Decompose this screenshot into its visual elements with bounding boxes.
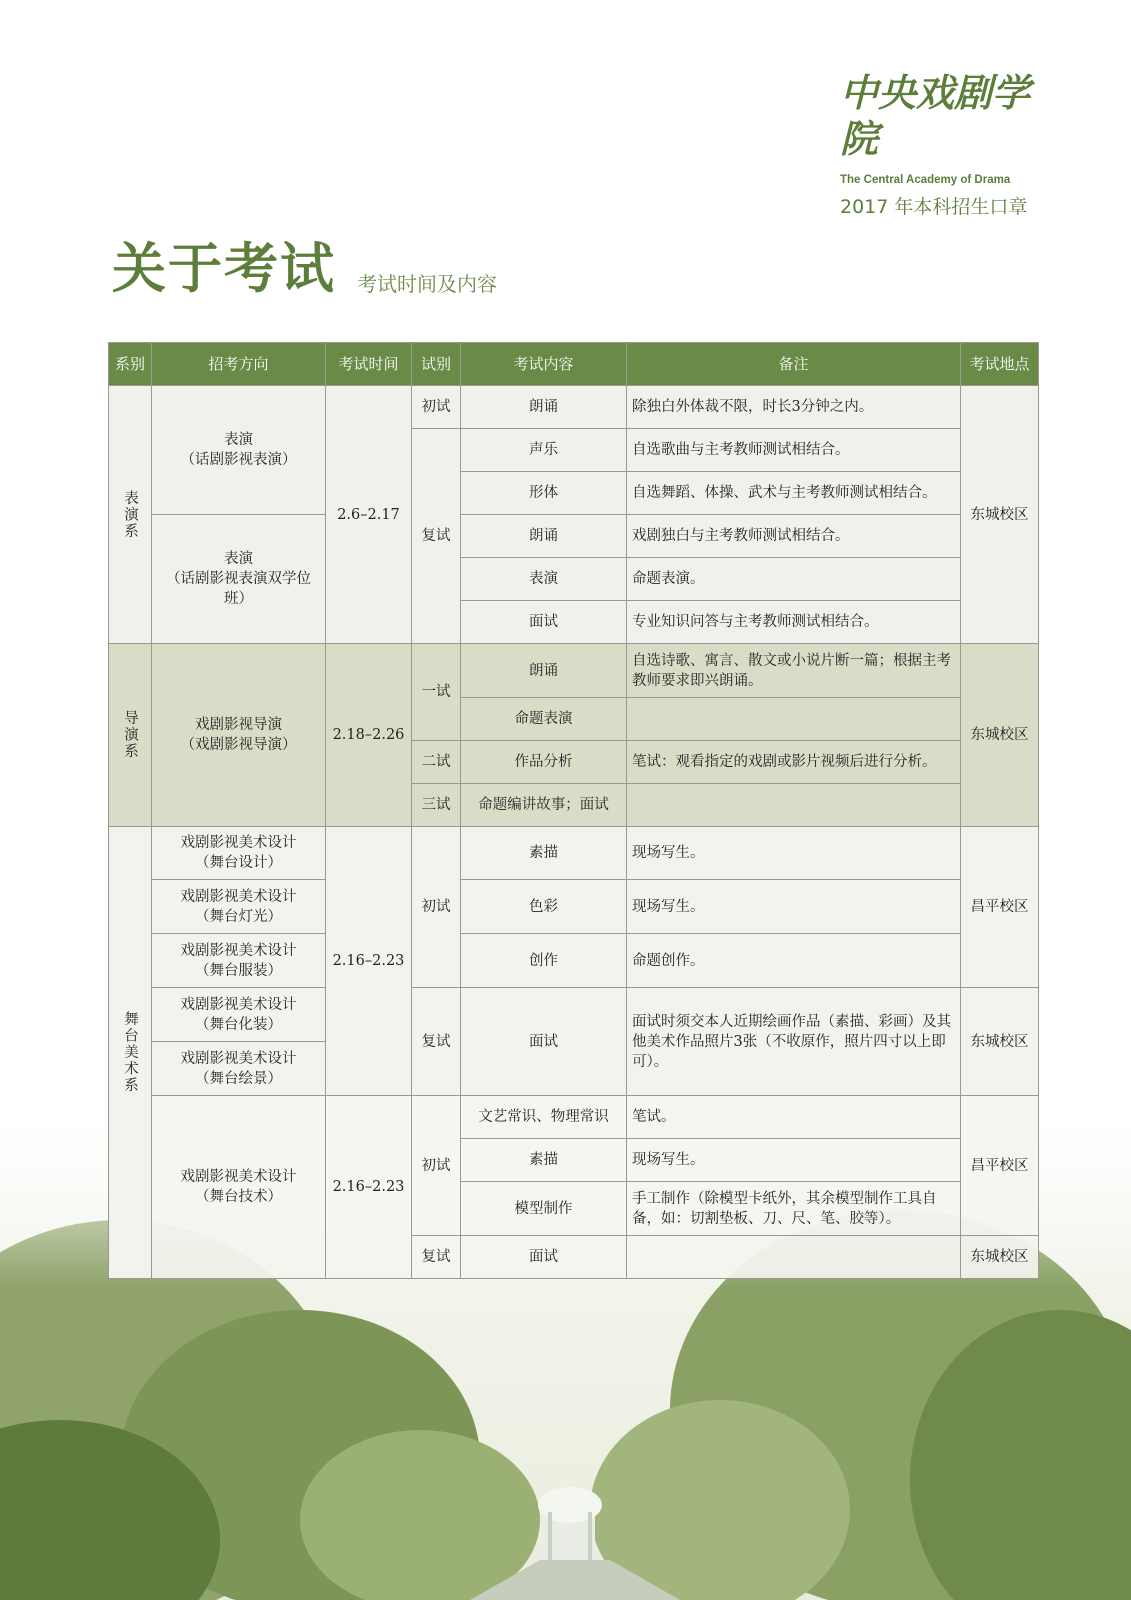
- note-cell: 专业知识问答与主考教师测试相结合。: [627, 601, 961, 644]
- note-cell: 笔试：观看指定的戏剧或影片视频后进行分析。: [627, 741, 961, 784]
- content-cell: 形体: [461, 472, 627, 515]
- location-cell: 东城校区: [961, 988, 1039, 1096]
- location-cell: 东城校区: [961, 1236, 1039, 1279]
- table-row: [109, 827, 1039, 880]
- content-cell: 声乐: [461, 429, 627, 472]
- logo-chinese-name: 中央戏剧学院: [840, 70, 1031, 161]
- note-cell: 现场写生。: [627, 1139, 961, 1182]
- direction-cell: 戏剧影视导演 （戏剧影视导演）: [152, 644, 326, 827]
- note-cell: 戏剧独白与主考教师测试相结合。: [627, 515, 961, 558]
- table-header-row: [109, 343, 1039, 386]
- page-subtitle: 考试时间及内容: [357, 272, 497, 296]
- note-cell: 面试时须交本人近期绘画作品（素描、彩画）及其他美术作品照片3张（不收原作，照片四寸以上即可）。: [627, 988, 961, 1096]
- header-note: 备注: [627, 343, 961, 386]
- table-row: [109, 644, 1039, 698]
- direction-cell: 戏剧影视美术设计 （舞台化装）: [152, 988, 326, 1042]
- dept-cell: 舞台美术系: [122, 1011, 138, 1094]
- round-cell: 初试: [412, 827, 461, 988]
- direction-cell: 表演 （话剧影视表演）: [152, 386, 326, 515]
- table-row: [109, 934, 1039, 988]
- location-cell: 东城校区: [961, 644, 1039, 827]
- logo-english-name: The Central Academy of Drama: [840, 174, 1011, 186]
- note-cell: 现场写生。: [627, 827, 961, 880]
- time-cell: 2.6–2.17: [326, 386, 412, 644]
- content-cell: 素描: [461, 827, 627, 880]
- note-cell: 自选歌曲与主考教师测试相结合。: [627, 429, 961, 472]
- direction-cell: 戏剧影视美术设计 （舞台服装）: [152, 934, 326, 988]
- dept-cell: 导演系: [122, 710, 138, 760]
- round-cell: 一试: [412, 644, 461, 741]
- academy-logo: [840, 70, 1040, 219]
- time-cell: 2.16–2.23: [326, 827, 412, 1096]
- note-cell: [627, 784, 961, 827]
- content-cell: 面试: [461, 601, 627, 644]
- direction-cell: 戏剧影视美术设计 （舞台技术）: [152, 1096, 326, 1279]
- exam-schedule-table: [108, 342, 1039, 1279]
- content-cell: 命题编讲故事；面试: [461, 784, 627, 827]
- content-cell: 朗诵: [461, 515, 627, 558]
- round-cell: 初试: [412, 1096, 461, 1236]
- table-row: [109, 1096, 1039, 1139]
- content-cell: 面试: [461, 988, 627, 1096]
- note-cell: 除独白外体裁不限，时长3分钟之内。: [627, 386, 961, 429]
- header-direction: 招考方向: [152, 343, 326, 386]
- note-cell: 自选诗歌、寓言、散文或小说片断一篇；根据主考教师要求即兴朗诵。: [627, 644, 961, 698]
- header-content: 考试内容: [461, 343, 627, 386]
- dept-cell: 表演系: [122, 489, 138, 540]
- direction-cell: 戏剧影视美术设计 （舞台设计）: [152, 827, 326, 880]
- note-cell: 自选舞蹈、体操、武术与主考教师测试相结合。: [627, 472, 961, 515]
- content-cell: 命题表演: [461, 698, 627, 741]
- header-round: 试别: [412, 343, 461, 386]
- round-cell: 复试: [412, 988, 461, 1096]
- direction-cell: 戏剧影视美术设计 （舞台灯光）: [152, 880, 326, 934]
- location-cell: 东城校区: [961, 386, 1039, 644]
- note-cell: 命题创作。: [627, 934, 961, 988]
- content-cell: 朗诵: [461, 644, 627, 698]
- content-cell: 面试: [461, 1236, 627, 1279]
- header-dept: 系别: [109, 343, 152, 386]
- round-cell: 初试: [412, 386, 461, 429]
- time-cell: 2.16–2.23: [326, 1096, 412, 1279]
- table-row: [109, 988, 1039, 1042]
- round-cell: 二试: [412, 741, 461, 784]
- round-cell: 复试: [412, 1236, 461, 1279]
- note-cell: 笔试。: [627, 1096, 961, 1139]
- content-cell: 模型制作: [461, 1182, 627, 1236]
- time-cell: 2.18–2.26: [326, 644, 412, 827]
- location-cell: 昌平校区: [961, 827, 1039, 988]
- page-title: 关于考试: [112, 236, 336, 300]
- brochure-year-line: 2017 年本科招生口章: [840, 196, 1028, 218]
- content-cell: 文艺常识、物理常识: [461, 1096, 627, 1139]
- content-cell: 朗诵: [461, 386, 627, 429]
- content-cell: 作品分析: [461, 741, 627, 784]
- table-row: [109, 880, 1039, 934]
- direction-cell: 表演 （话剧影视表演双学位班）: [152, 515, 326, 644]
- table-row: [109, 386, 1039, 429]
- header-location: 考试地点: [961, 343, 1039, 386]
- table-row: [109, 515, 1039, 558]
- content-cell: 创作: [461, 934, 627, 988]
- note-cell: [627, 1236, 961, 1279]
- round-cell: 三试: [412, 784, 461, 827]
- content-cell: 表演: [461, 558, 627, 601]
- note-cell: 手工制作（除模型卡纸外，其余模型制作工具自备，如：切割垫板、刀、尺、笔、胶等）。: [627, 1182, 961, 1236]
- header-time: 考试时间: [326, 343, 412, 386]
- direction-cell: 戏剧影视美术设计 （舞台绘景）: [152, 1042, 326, 1096]
- round-cell: 复试: [412, 429, 461, 644]
- content-cell: 色彩: [461, 880, 627, 934]
- note-cell: 现场写生。: [627, 880, 961, 934]
- note-cell: [627, 698, 961, 741]
- content-cell: 素描: [461, 1139, 627, 1182]
- note-cell: 命题表演。: [627, 558, 961, 601]
- location-cell: 昌平校区: [961, 1096, 1039, 1236]
